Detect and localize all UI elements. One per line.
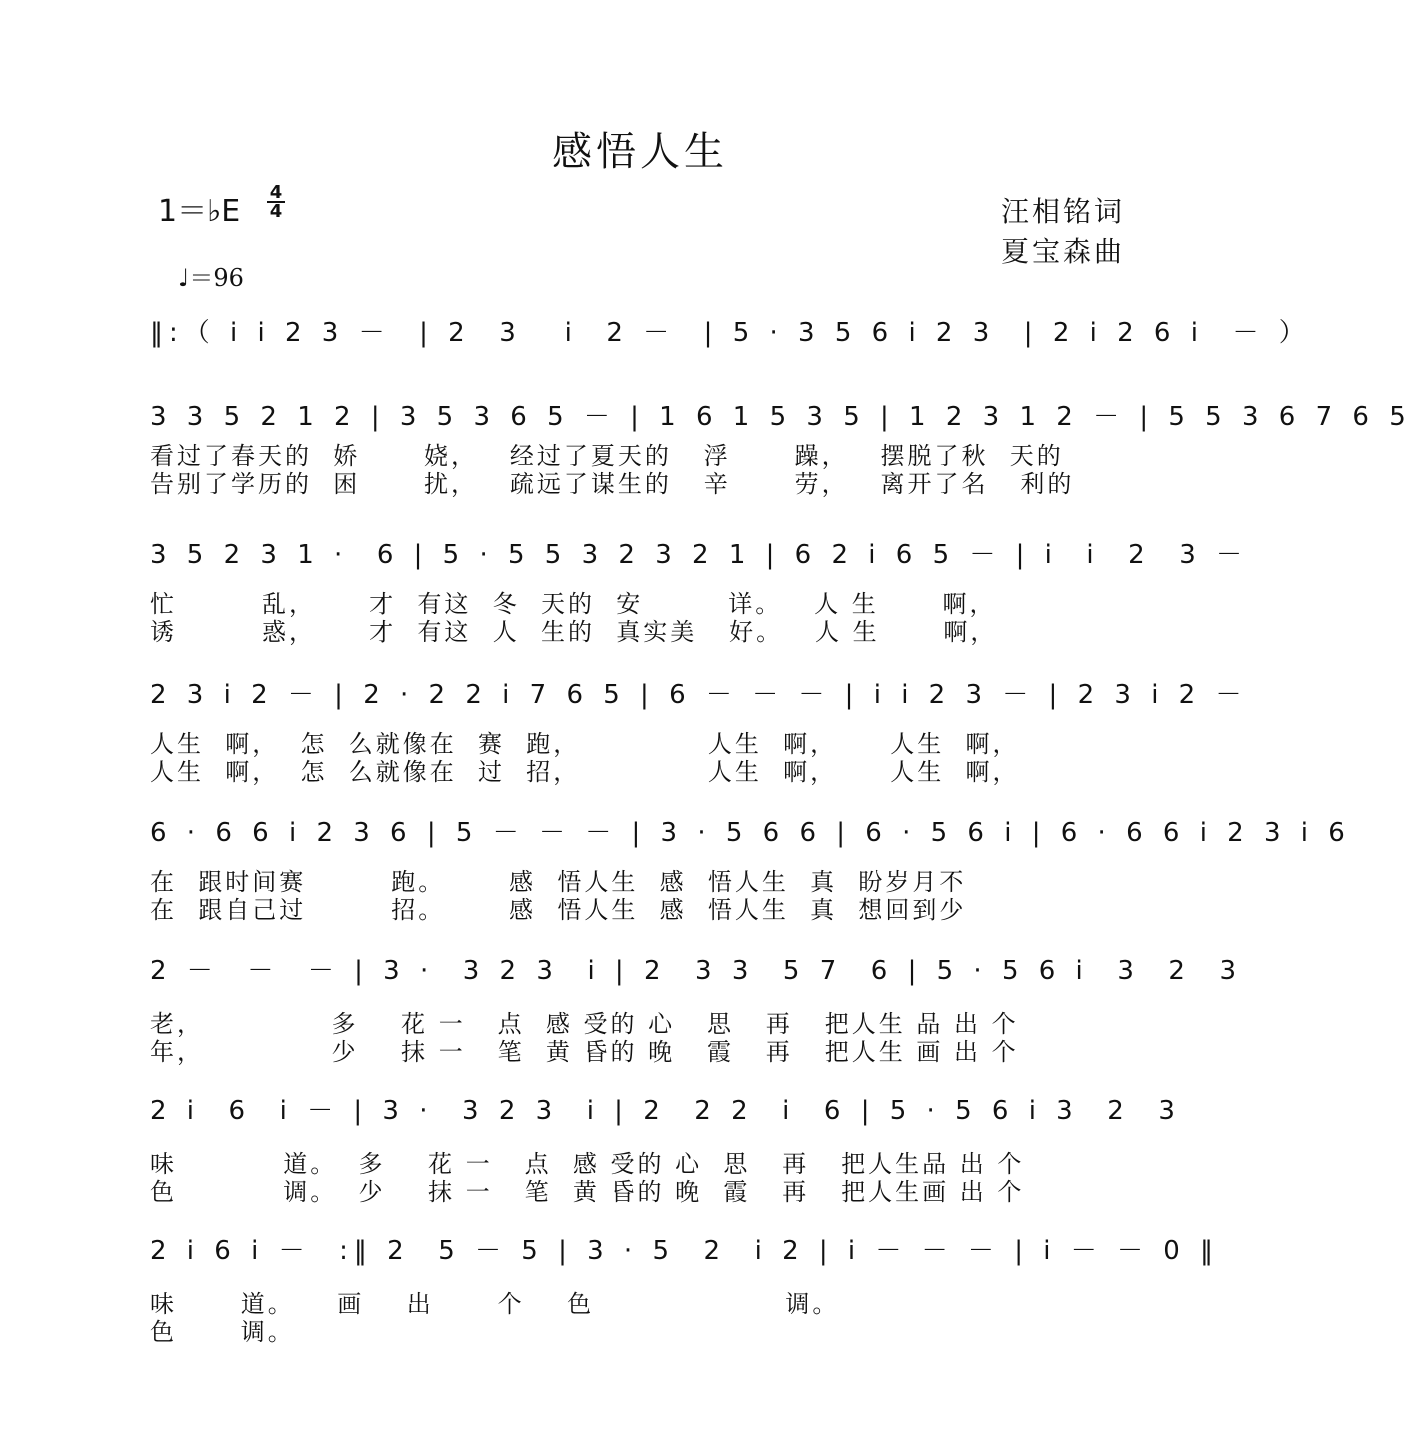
lyrics-verse-1: 在 跟时间赛 跑。 感 悟人生 感 悟人生 真 盼岁月不 [150,868,967,896]
lyrics-verse-1: 味 道。 画 出 个 色 调。 [150,1290,840,1318]
notation-line: 2 3 i 2 － | 2 · 2 2 i 7 6 5 | 6 － － － | i i 2 3 － | 2 3 i 2 － [150,680,1248,710]
lyrics-verse-2: 色 调。 少 抹 一 笔 黄 昏的 晚 霞 再 把人生画 出 个 [150,1178,1025,1206]
lyrics-verse-1: 味 道。 多 花 一 点 感 受的 心 思 再 把人生品 出 个 [150,1150,1025,1178]
score-system-1 [150,308,1311,358]
lyrics-verse-1: 看过了春天的 娇 娆， 经过了夏天的 浮 躁， 摆脱了秋 天的 [150,442,1064,470]
score-system-3 [150,530,1249,646]
lyrics-verse-2: 在 跟自己过 招。 感 悟人生 感 悟人生 真 想回到少 [150,896,967,924]
composer-credit: 夏宝森曲 [1000,235,1125,268]
tempo-marking: ♩＝96 [178,264,244,292]
notation-line: 3 3 5 2 1 2 | 3 5 3 6 5 － | 1 6 1 5 3 5 | 1 2 3 1 2 － | 5 5 3 6 7 6 5 [150,402,1412,432]
lyricist-credit: 汪相铭词 [1000,195,1125,228]
time-signature [264,184,288,220]
lyrics-verse-1: 老， 多 花 一 点 感 受的 心 思 再 把人生 品 出 个 [150,1010,1019,1038]
lyrics-verse-2: 色 调。 [150,1318,295,1346]
lyrics-verse-1: 忙 乱， 才 有这 冬 天的 安 详。 人 生 啊， [150,590,997,618]
notation-line: 6 · 6 6 i 2 3 6 | 5 － － － | 3 · 5 6 6 | 6 · 5 6 i | 6 · 6 6 i 2 3 i 6 [150,818,1351,848]
score-system-6 [150,946,1242,1066]
lyrics-verse-2: 诱 惑， 才 有这 人 生的 真实美 好。 人 生 啊， [150,618,998,646]
notation-line: 2 i 6 i － | 3 · 3 2 3 i | 2 2 2 i 6 | 5 · 5 6 i 3 2 3 [150,1096,1181,1126]
notation-line: 2 － － － | 3 · 3 2 3 i | 2 3 3 5 7 6 | 5 · 5 6 i 3 2 3 [150,956,1242,986]
score-system-8 [150,1226,1220,1346]
time-signature-top: 4 [269,182,283,203]
notation-line: ‖:（ i i 2 3 － | 2 3 i 2 － | 5 · 3 5 6 i 2 3 | 2 i 2 6 i － ） [150,318,1311,348]
score-system-5 [150,808,1351,924]
lyrics-verse-2: 年， 少 抹 一 笔 黄 昏的 晚 霞 再 把人生 画 出 个 [150,1038,1019,1066]
lyrics-verse-2: 人生 啊， 怎 么就像在 过 招， 人生 啊， 人生 啊， [150,758,1020,786]
lyrics-verse-1: 人生 啊， 怎 么就像在 赛 跑， 人生 啊， 人生 啊， [150,730,1020,758]
lyrics-verse-2: 告别了学历的 困 扰， 疏远了谋生的 辛 劳， 离开了名 利的 [150,470,1075,498]
time-signature-bottom: 4 [269,201,283,222]
score-system-2 [150,392,1412,498]
score-system-7 [150,1086,1181,1206]
notation-line: 2 i 6 i － :‖ 2 5 － 5 | 3 · 5 2 i 2 | i － － － | i － － 0 ‖ [150,1236,1220,1266]
score-system-4 [150,670,1248,786]
song-title: 感悟人生 [552,129,728,175]
key-signature: 1＝♭E [158,194,241,229]
notation-line: 3 5 2 3 1 · 6 | 5 · 5 5 3 2 3 2 1 | 6 2 i 6 5 － | i i 2 3 － [150,540,1249,570]
